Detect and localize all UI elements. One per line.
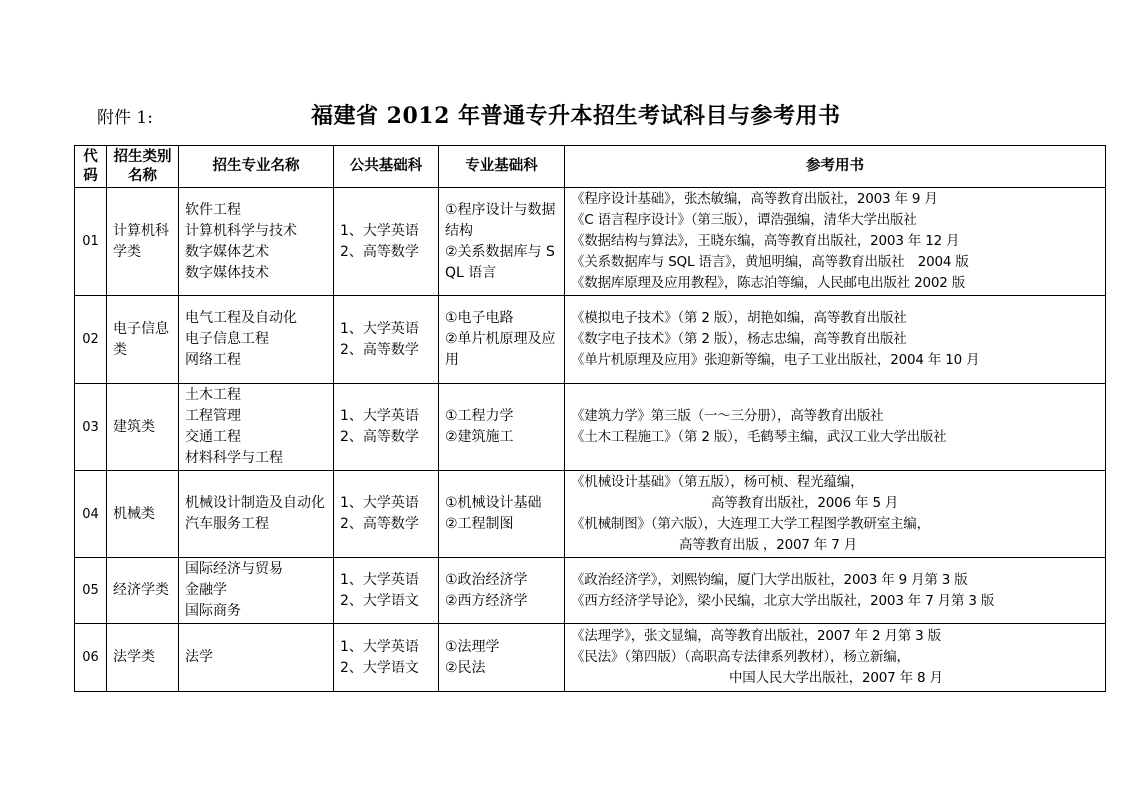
- major-item: 软件工程: [185, 201, 241, 218]
- public-subject: 1、大学英语: [340, 571, 419, 588]
- category-text: 建筑类: [113, 418, 155, 435]
- professional-subject: ②工程制图: [445, 516, 514, 532]
- row-public-subjects: [334, 471, 439, 558]
- row-public-subjects: [334, 624, 439, 692]
- professional-subject: ②建筑施工: [445, 429, 514, 445]
- header-category: 招生类别名称: [107, 146, 179, 188]
- header-public-subjects: 公共基础科: [334, 146, 439, 188]
- row-reference-books: [565, 384, 1106, 471]
- major-item: 材料科学与工程: [185, 450, 283, 466]
- row-code: 04: [75, 471, 107, 558]
- row-majors: [179, 558, 334, 624]
- row-public-subjects: [334, 296, 439, 384]
- header-professional-subjects: 专业基础科: [439, 146, 565, 188]
- page-title: 福建省 2012 年普通专升本招生考试科目与参考用书: [311, 103, 841, 129]
- major-item: 机械设计制造及自动化: [185, 495, 325, 511]
- row-category: [107, 471, 179, 558]
- major-item: 网络工程: [185, 352, 241, 368]
- table-row: [75, 624, 1106, 692]
- header-majors: 招生专业名称: [179, 146, 334, 188]
- category-text: 法学类: [113, 649, 155, 665]
- book-entry: 《数字电子技术》（第 2 版），杨志忠编，高等教育出版社: [571, 331, 907, 347]
- row-category: [107, 384, 179, 471]
- major-item: 电子信息工程: [185, 331, 269, 347]
- row-reference-books: [565, 471, 1106, 558]
- row-professional-subjects: [439, 558, 565, 624]
- row-code: 06: [75, 624, 107, 692]
- public-subject: 2、大学语文: [340, 659, 419, 676]
- major-item: 国际商务: [185, 603, 241, 619]
- header-reference-books: 参考用书: [565, 146, 1106, 188]
- row-public-subjects: [334, 558, 439, 624]
- row-majors: [179, 188, 334, 296]
- header-code: 代码: [75, 146, 107, 188]
- book-entry: 《程序设计基础》，张杰敏编，高等教育出版社，2003 年 9 月: [571, 191, 938, 207]
- book-entry: 《法理学》，张文显编，高等教育出版社，2007 年 2 月第 3 版: [571, 628, 941, 644]
- book-entry: 《民法》（第四版）（高职高专法律系列教材），杨立新编，: [571, 649, 910, 665]
- row-professional-subjects: [439, 471, 565, 558]
- category-text: 电子信息类: [113, 320, 169, 358]
- row-majors: [179, 384, 334, 471]
- row-professional-subjects: [439, 296, 565, 384]
- book-entry: 《机械设计基础》（第五版），杨可桢、程光蕴编，: [571, 474, 864, 490]
- book-entry: 中国人民大学出版社，2007 年 8 月: [729, 670, 943, 686]
- row-category: [107, 558, 179, 624]
- row-reference-books: [565, 188, 1106, 296]
- row-majors: [179, 296, 334, 384]
- professional-subject: ①机械设计基础: [445, 495, 542, 511]
- category-text: 经济学类: [113, 582, 169, 598]
- public-subject: 1、大学英语: [340, 408, 419, 424]
- book-entry: 《关系数据库与 SQL 语言》，黄旭明编，高等教育出版社 2004 版: [571, 254, 969, 270]
- professional-subject: ①法理学: [445, 638, 500, 655]
- book-entry: 《数据库原理及应用教程》，陈志泊等编，人民邮电出版社 2002 版: [571, 275, 966, 291]
- professional-subject: ①电子电路: [445, 310, 514, 326]
- public-subject: 2、高等数学: [340, 429, 419, 445]
- public-subject: 1、大学英语: [340, 222, 419, 239]
- professional-subject: ①政治经济学: [445, 571, 528, 588]
- book-entry: 《单片机原理及应用》张迎新等编，电子工业出版社，2004 年 10 月: [571, 352, 980, 368]
- major-item: 工程管理: [185, 408, 241, 424]
- row-reference-books: [565, 296, 1106, 384]
- professional-subject: ②民法: [445, 659, 486, 676]
- public-subject: 2、高等数学: [340, 341, 419, 358]
- professional-subject: ②西方经济学: [445, 592, 528, 609]
- row-category: [107, 188, 179, 296]
- major-item: 汽车服务工程: [185, 516, 269, 532]
- book-entry: 《建筑力学》第三版（一～三分册），高等教育出版社: [571, 408, 884, 424]
- professional-subject: ①程序设计与数据结构: [445, 201, 556, 239]
- book-entry: 《C 语言程序设计》（第三版），谭浩强编，清华大学出版社: [571, 212, 917, 228]
- book-entry: 《西方经济学导论》，梁小民编，北京大学出版社，2003 年 7 月第 3 版: [571, 592, 995, 609]
- category-text: 机械类: [113, 505, 155, 522]
- row-reference-books: [565, 558, 1106, 624]
- row-professional-subjects: [439, 624, 565, 692]
- attachment-label: 附件 1:: [97, 108, 153, 128]
- exam-subjects-table: [74, 145, 1106, 692]
- row-code: 05: [75, 558, 107, 624]
- table-header-row: [75, 146, 1106, 188]
- row-public-subjects: [334, 384, 439, 471]
- table-row: [75, 188, 1106, 296]
- book-entry: 《数据结构与算法》，王晓东编，高等教育出版社，2003 年 12 月: [571, 233, 960, 249]
- row-professional-subjects: [439, 188, 565, 296]
- public-subject: 1、大学英语: [340, 495, 419, 511]
- row-code: 03: [75, 384, 107, 471]
- major-item: 数字媒体艺术: [185, 243, 269, 260]
- row-category: [107, 296, 179, 384]
- major-item: 数字媒体技术: [185, 264, 269, 281]
- public-subject: 1、大学英语: [340, 638, 419, 655]
- table-row: [75, 296, 1106, 384]
- row-code: 02: [75, 296, 107, 384]
- major-item: 土木工程: [185, 387, 241, 403]
- public-subject: 2、高等数学: [340, 516, 419, 532]
- professional-subject: ②单片机原理及应用: [445, 331, 556, 368]
- row-category: [107, 624, 179, 692]
- category-text: 计算机科学类: [113, 222, 169, 260]
- major-item: 电气工程及自动化: [185, 310, 297, 326]
- professional-subject: ①工程力学: [445, 408, 514, 424]
- public-subject: 2、高等数学: [340, 243, 419, 260]
- table-row: [75, 558, 1106, 624]
- row-reference-books: [565, 624, 1106, 692]
- row-majors: [179, 624, 334, 692]
- book-entry: 《土木工程施工》（第 2 版），毛鹤琴主编，武汉工业大学出版社: [571, 429, 947, 445]
- row-code: 01: [75, 188, 107, 296]
- row-professional-subjects: [439, 384, 565, 471]
- book-entry: 《政治经济学》，刘熙钧编，厦门大学出版社，2003 年 9 月第 3 版: [571, 571, 968, 588]
- book-entry: 《机械制图》（第六版），大连理工大学工程图学教研室主编，: [571, 516, 930, 532]
- major-item: 法学: [185, 649, 213, 665]
- row-majors: [179, 471, 334, 558]
- public-subject: 2、大学语文: [340, 592, 419, 609]
- major-item: 交通工程: [185, 429, 241, 445]
- public-subject: 1、大学英语: [340, 320, 419, 337]
- professional-subject: ②关系数据库与 SQL 语言: [445, 243, 555, 281]
- major-item: 金融学: [185, 582, 227, 598]
- table-row: [75, 384, 1106, 471]
- major-item: 计算机科学与技术: [185, 222, 297, 239]
- book-entry: 高等教育出版 ，2007 年 7 月: [679, 537, 858, 553]
- book-entry: 高等教育出版社，2006 年 5 月: [711, 495, 899, 511]
- table-row: [75, 471, 1106, 558]
- major-item: 国际经济与贸易: [185, 561, 283, 577]
- row-public-subjects: [334, 188, 439, 296]
- book-entry: 《模拟电子技术》（第 2 版），胡艳如编，高等教育出版社: [571, 310, 907, 326]
